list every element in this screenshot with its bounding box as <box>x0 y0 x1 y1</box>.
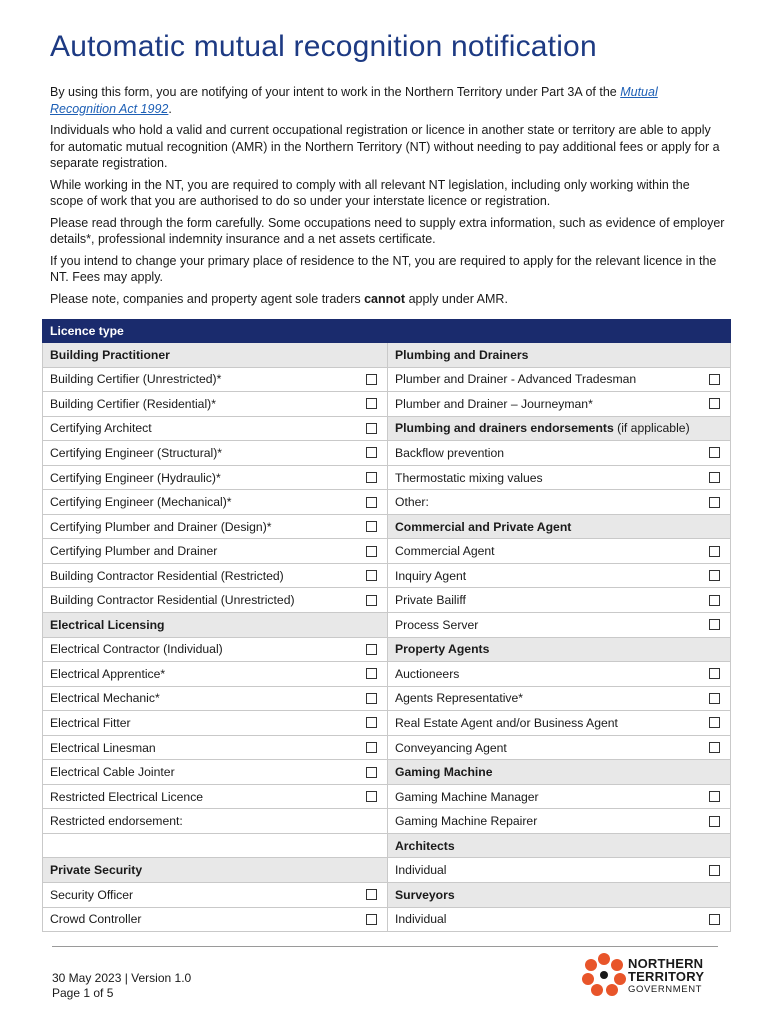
checkbox[interactable] <box>366 791 377 802</box>
licence-option <box>43 416 388 441</box>
logo-line-1: NORTHERN <box>628 956 704 971</box>
licence-option-label: Electrical Contractor (Individual) <box>50 642 223 657</box>
licence-option <box>388 490 731 515</box>
desert-rose-icon <box>582 952 626 998</box>
table-row <box>43 858 731 883</box>
section-heading <box>388 416 731 441</box>
licence-option-row <box>50 471 379 485</box>
licence-option <box>388 735 731 760</box>
section-heading <box>43 613 388 638</box>
text-field-cell <box>43 809 388 834</box>
table-row <box>43 441 731 466</box>
licence-option-row <box>395 814 722 828</box>
section-heading-note: (if applicable) <box>617 421 690 436</box>
licence-option-label: Gaming Machine Repairer <box>395 814 538 829</box>
table-row <box>43 392 731 417</box>
table-row <box>43 416 731 441</box>
footer-divider <box>52 946 718 947</box>
text-field-label: Restricted endorsement: <box>50 814 183 829</box>
licence-option <box>388 539 731 564</box>
checkbox[interactable] <box>366 644 377 655</box>
licence-option-row <box>395 471 722 485</box>
table-header: Licence type <box>43 320 731 343</box>
licence-option-label: Electrical Fitter <box>50 715 131 730</box>
checkbox[interactable] <box>366 497 377 508</box>
checkbox[interactable] <box>709 570 720 581</box>
licence-option-label: Certifying Architect <box>50 421 152 436</box>
licence-option-label: Auctioneers <box>395 666 460 681</box>
licence-option <box>43 637 388 662</box>
licence-option-label: Certifying Engineer (Hydraulic)* <box>50 470 221 485</box>
licence-option-label: Backflow prevention <box>395 445 505 460</box>
section-heading <box>388 514 731 539</box>
licence-option <box>43 539 388 564</box>
table-row <box>43 711 731 736</box>
table-row <box>43 588 731 613</box>
licence-option <box>388 858 731 883</box>
licence-option-label: Private Bailiff <box>395 593 466 608</box>
licence-type-table <box>42 319 731 932</box>
section-heading <box>388 883 731 908</box>
licence-option-row <box>50 372 379 386</box>
licence-option-row <box>395 863 722 877</box>
footer <box>52 971 191 1001</box>
licence-option <box>388 441 731 466</box>
licence-option-label: Individual <box>395 912 447 927</box>
section-heading <box>43 858 388 883</box>
licence-option-row <box>50 544 379 558</box>
licence-option <box>388 662 731 687</box>
licence-option-row <box>395 495 722 509</box>
licence-option-row <box>50 716 379 730</box>
licence-option-row <box>395 790 722 804</box>
licence-option-row <box>50 888 379 902</box>
checkbox[interactable] <box>709 668 720 679</box>
licence-option-row <box>50 691 379 705</box>
licence-option <box>43 563 388 588</box>
licence-option-row <box>395 667 722 681</box>
licence-option-label: Building Contractor Residential (Restricted) <box>50 568 284 583</box>
table-header-row <box>43 320 731 343</box>
checkbox[interactable] <box>366 668 377 679</box>
licence-option-label: Plumber and Drainer - Advanced Tradesman <box>395 372 637 387</box>
licence-option-label: Individual <box>395 863 447 878</box>
intro-p1-text: By using this form, you are notifying of your intent to work in the Northern Territory under Part 3A of the <box>50 85 617 99</box>
licence-option-row <box>395 741 722 755</box>
licence-option-row <box>50 446 379 460</box>
checkbox[interactable] <box>709 619 720 630</box>
section-heading <box>388 760 731 785</box>
intro-p6-text: Please note, companies and property agent sole traders <box>50 291 361 306</box>
intro-p6-end: apply under AMR. <box>408 291 508 306</box>
table-row <box>43 514 731 539</box>
checkbox[interactable] <box>709 717 720 728</box>
checkbox[interactable] <box>709 546 720 557</box>
licence-option <box>388 367 731 392</box>
licence-option-label: Building Contractor Residential (Unrestricted) <box>50 593 295 608</box>
table-row <box>43 613 731 638</box>
table-row <box>43 735 731 760</box>
licence-option <box>43 735 388 760</box>
licence-option <box>388 784 731 809</box>
intro-paragraph-4: Please read through the form carefully. Some occupations need to supply extra information, such as evidence of employer details*, professional indemnity insurance and a net assets certificate. <box>50 215 725 246</box>
licence-option-label: Commercial Agent <box>395 544 495 559</box>
footer-date-version: 30 May 2023 | Version 1.0 <box>52 971 192 985</box>
licence-option <box>43 392 388 417</box>
intro-paragraph-2: Individuals who hold a valid and current occupational registration or licence in another state or territory are able to apply for automatic mutual recognition (AMR) in the Northern Territory (NT) without needing to pay additional fees or apply for a separate registration. <box>50 123 720 170</box>
licence-option-row <box>50 520 379 534</box>
licence-option <box>43 686 388 711</box>
section-heading <box>388 637 731 662</box>
table-row <box>43 784 731 809</box>
licence-option-label: Security Officer <box>50 887 134 902</box>
licence-option-label: Certifying Plumber and Drainer <box>50 544 218 559</box>
checkbox[interactable] <box>709 374 720 385</box>
licence-option-label: Building Certifier (Residential)* <box>50 396 216 411</box>
licence-option <box>43 588 388 613</box>
licence-option-label: Inquiry Agent <box>395 568 467 583</box>
licence-option-row <box>395 593 722 607</box>
section-heading-label: Architects <box>395 838 455 853</box>
licence-option-label: Process Server <box>395 617 479 632</box>
licence-option-label: Restricted Electrical Licence <box>50 789 204 804</box>
section-heading-label: Commercial and Private Agent <box>395 519 572 534</box>
licence-option-label: Thermostatic mixing values <box>395 470 543 485</box>
licence-option-label: Plumber and Drainer – Journeyman* <box>395 396 593 411</box>
intro-paragraph-3: While working in the NT, you are required to comply with all relevant NT legislation, including only working within the scope of work that you are authorised to do so under your interstate licence or registration. <box>50 177 690 208</box>
section-heading-label: Private Security <box>50 863 143 878</box>
licence-option-label: Electrical Mechanic* <box>50 691 160 706</box>
licence-option <box>388 563 731 588</box>
licence-option-row <box>50 397 379 411</box>
checkbox[interactable] <box>366 717 377 728</box>
table-row <box>43 465 731 490</box>
page-title: Automatic mutual recognition notification <box>50 30 597 63</box>
licence-option-label: Other: <box>395 495 429 510</box>
licence-option-label: Building Certifier (Unrestricted)* <box>50 372 222 387</box>
checkbox[interactable] <box>366 472 377 483</box>
licence-option-row <box>395 912 722 926</box>
checkbox[interactable] <box>709 914 720 925</box>
table-row <box>43 686 731 711</box>
licence-option-label: Electrical Apprentice* <box>50 666 166 681</box>
text-field-cell <box>43 833 388 858</box>
intro-p1-end: . <box>168 101 172 116</box>
licence-option-row <box>50 569 379 583</box>
licence-option <box>43 907 388 932</box>
checkbox[interactable] <box>709 865 720 876</box>
section-heading-label: Plumbing and drainers endorsements <box>395 421 614 436</box>
table-row <box>43 637 731 662</box>
licence-option-label: Certifying Engineer (Mechanical)* <box>50 495 232 510</box>
licence-option <box>43 711 388 736</box>
licence-option <box>43 784 388 809</box>
checkbox[interactable] <box>709 816 720 827</box>
checkbox[interactable] <box>366 423 377 434</box>
section-heading-label: Surveyors <box>395 887 455 902</box>
licence-option-row <box>50 642 379 656</box>
licence-option-row <box>395 397 722 411</box>
licence-option-row <box>395 569 722 583</box>
section-heading <box>388 343 731 368</box>
licence-option-row <box>50 421 379 435</box>
table-row <box>43 809 731 834</box>
licence-option-label: Gaming Machine Manager <box>395 789 539 804</box>
section-heading-label: Plumbing and Drainers <box>395 347 529 362</box>
table-row <box>43 367 731 392</box>
licence-option-row <box>50 912 379 926</box>
licence-option-row <box>395 372 722 386</box>
licence-option <box>388 465 731 490</box>
checkbox[interactable] <box>709 595 720 606</box>
licence-option <box>43 465 388 490</box>
checkbox[interactable] <box>366 521 377 532</box>
licence-option <box>43 883 388 908</box>
checkbox[interactable] <box>366 447 377 458</box>
section-heading-label: Gaming Machine <box>395 765 493 780</box>
table-row <box>43 760 731 785</box>
intro-paragraph-1 <box>50 84 726 117</box>
mutual-recognition-act-link[interactable]: Mutual Recognition Act 1992 <box>50 85 658 116</box>
section-heading-label: Property Agents <box>395 642 490 657</box>
checkbox[interactable] <box>709 497 720 508</box>
checkbox[interactable] <box>366 693 377 704</box>
licence-option-label: Crowd Controller <box>50 912 142 927</box>
section-heading-label: Building Practitioner <box>50 347 170 362</box>
logo-wordmark <box>628 957 704 996</box>
checkbox[interactable] <box>709 472 720 483</box>
table-row <box>43 343 731 368</box>
intro-p6-bold: cannot <box>364 291 406 306</box>
intro-text <box>50 84 726 312</box>
checkbox[interactable] <box>366 767 377 778</box>
licence-option <box>43 514 388 539</box>
checkbox[interactable] <box>366 914 377 925</box>
table-row <box>43 883 731 908</box>
licence-option-row <box>395 618 722 632</box>
licence-option-row <box>395 716 722 730</box>
licence-option-row <box>395 691 722 705</box>
intro-paragraph-6 <box>50 291 726 308</box>
table-row <box>43 833 731 858</box>
licence-option <box>43 760 388 785</box>
checkbox[interactable] <box>709 398 720 409</box>
table-row <box>43 662 731 687</box>
intro-paragraph-5: If you intend to change your primary place of residence to the NT, you are required to apply for the relevant licence in the NT. Fees may apply. <box>50 253 717 284</box>
footer-page-number: Page 1 of 5 <box>52 986 114 1000</box>
licence-option <box>388 711 731 736</box>
nt-government-logo <box>582 952 722 998</box>
licence-option <box>43 662 388 687</box>
checkbox[interactable] <box>366 570 377 581</box>
licence-option-label: Electrical Cable Jointer <box>50 765 175 780</box>
section-heading <box>43 343 388 368</box>
licence-option <box>43 490 388 515</box>
licence-option-row <box>50 790 379 804</box>
licence-option <box>43 367 388 392</box>
licence-option-row <box>395 446 722 460</box>
logo-line-2: TERRITORY <box>628 969 705 984</box>
checkbox[interactable] <box>366 398 377 409</box>
checkbox[interactable] <box>709 742 720 753</box>
licence-option <box>43 441 388 466</box>
checkbox[interactable] <box>709 693 720 704</box>
licence-option-row <box>50 667 379 681</box>
section-heading <box>388 833 731 858</box>
checkbox[interactable] <box>709 447 720 458</box>
checkbox[interactable] <box>366 546 377 557</box>
licence-option <box>388 392 731 417</box>
section-heading-label: Electrical Licensing <box>50 617 165 632</box>
licence-option-label: Certifying Plumber and Drainer (Design)* <box>50 519 272 534</box>
licence-option-label: Certifying Engineer (Structural)* <box>50 445 223 460</box>
licence-option-row <box>50 593 379 607</box>
licence-option-row <box>50 495 379 509</box>
table-row <box>43 563 731 588</box>
licence-option <box>388 907 731 932</box>
checkbox[interactable] <box>366 595 377 606</box>
checkbox[interactable] <box>709 791 720 802</box>
licence-option-row <box>395 544 722 558</box>
licence-option <box>388 809 731 834</box>
table-row <box>43 907 731 932</box>
licence-option-row <box>50 741 379 755</box>
licence-option <box>388 588 731 613</box>
licence-option <box>388 613 731 638</box>
licence-option-label: Real Estate Agent and/or Business Agent <box>395 715 618 730</box>
table-row <box>43 539 731 564</box>
licence-option-label: Agents Representative* <box>395 691 524 706</box>
checkbox[interactable] <box>366 889 377 900</box>
licence-option-row <box>50 765 379 779</box>
licence-option <box>388 686 731 711</box>
logo-line-3: GOVERNMENT <box>628 984 703 995</box>
checkbox[interactable] <box>366 374 377 385</box>
table-row <box>43 490 731 515</box>
checkbox[interactable] <box>366 742 377 753</box>
licence-option-label: Electrical Linesman <box>50 740 156 755</box>
licence-option-label: Conveyancing Agent <box>395 740 507 755</box>
